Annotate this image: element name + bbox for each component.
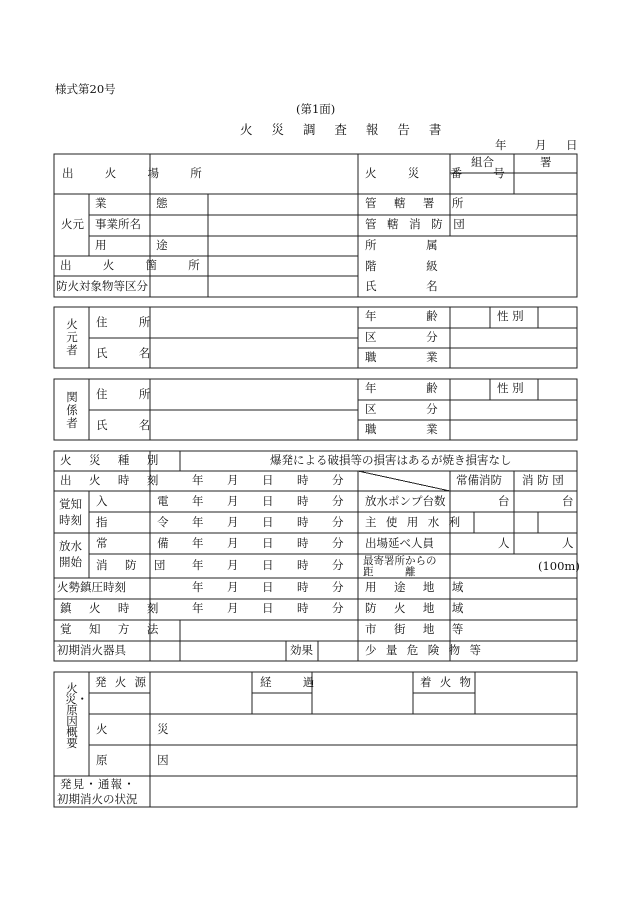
sho-label: 署 [540,155,552,169]
pump-unit-brigade: 台 [562,494,574,508]
date-day: 日 [566,138,578,152]
distance-label-1: 最寄署所からの [363,555,437,567]
usage-label: 用 途 [95,238,191,252]
hazmat-label: 少 量 危 険 物 等 [365,643,484,657]
cause-label: 原 因 [96,753,192,767]
personnel-unit-brigade: 人 [562,536,574,550]
effect-label: 効果 [290,643,313,657]
process-label: 経 過 [260,675,329,689]
suppression-time-label: 火勢鎮圧時刻 [57,580,126,594]
related-person-label: 関係者 [66,390,78,430]
fire-location-label: 出 火 場 所 [62,166,216,180]
pump-count-label: 放水ポンプ台数 [365,494,446,508]
hinomoto-address-label: 住 所 [96,315,165,329]
related-address-label: 住 所 [96,387,165,401]
hinomoto-person-label: 火元者 [66,317,78,357]
hinomoto-label: 火元 [61,217,84,231]
date-month: 月 [535,138,547,152]
incoming-call-label: 入 電 [96,494,192,508]
ignition-time-label: 出 火 時 刻 [60,473,166,487]
hinomoto-sex-label: 性 別 [497,309,524,323]
fire-number-label: 火 災 番 号 [365,166,519,180]
jurisdiction-brigade-label: 管 轄 消 防 団 [365,217,469,231]
page-indicator: (第1面) [296,102,336,116]
fire-spot-label: 出 火 箇 所 [60,258,214,272]
discovery-label-1: 発見・通報・ [60,777,136,791]
ignition-source-label: 発 火 源 [95,675,149,689]
personnel-unit-regular: 人 [498,536,510,550]
document-title: 火 災 調 査 報 告 書 [240,122,449,137]
fire-label: 火 災 [96,722,192,736]
officer-name-label: 氏 名 [365,279,461,293]
hinomoto-name-label: 氏 名 [96,346,165,360]
cause-summary-label: 火災・原因概要 [65,681,88,750]
fire-zone-label: 防 火 地 域 [365,601,471,615]
related-occupation-label: 職 業 [365,422,461,436]
fire-brigade-label: 消 防 団 [96,558,173,572]
distance-value: (100m) [538,559,580,573]
hinomoto-occupation-label: 職 業 [365,350,461,364]
detection-time-label: 覚知時刻 [59,497,82,527]
explosion-note: 爆発による破損等の損害はあるが焼き損害なし [270,453,512,467]
regular-label: 常 備 [96,536,192,550]
fire-type-label: 火 災 種 別 [60,453,166,467]
jurisdiction-station-label: 管 轄 署 所 [365,196,471,210]
first-ignited-label: 着 火 物 [420,675,474,689]
urban-zone-label: 市 街 地 等 [365,622,471,636]
initial-extinguisher-label: 初期消火器具 [57,643,126,657]
form-number: 様式第20号 [55,82,116,96]
regular-fire-header: 常備消防 [456,473,502,487]
related-category-label: 区 分 [365,402,461,416]
date-year: 年 [495,138,507,152]
object-class-label: 防火対象物等区分 [56,279,148,293]
extinguish-time-label: 鎮 火 時 刻 [60,601,166,615]
pump-unit-regular: 台 [498,494,510,508]
personnel-label: 出場延べ人員 [365,536,434,550]
affiliation-label: 所 属 [365,238,461,252]
discovery-label-2: 初期消火の状況 [57,792,138,806]
kumiai-label: 組合 [471,155,494,169]
related-name-label: 氏 名 [96,418,165,432]
business-name-label: 事業所名 [95,217,141,231]
related-sex-label: 性 別 [497,381,524,395]
related-age-label: 年 齢 [365,381,461,395]
rank-label: 階 級 [365,259,461,273]
brigade-header: 消 防 団 [522,473,564,487]
hinomoto-age-label: 年 齢 [365,309,461,323]
main-water-label: 主 使 用 水 利 [365,515,463,529]
use-zone-label: 用 途 地 域 [365,580,471,594]
detection-method-label: 覚 知 方 法 [60,622,166,636]
business-type-label: 業 態 [95,196,191,210]
distance-label-2: 距 離 [363,566,416,578]
hinomoto-category-label: 区 分 [365,330,461,344]
discharge-start-label: 放水開始 [59,539,82,569]
dispatch-order-label: 指 令 [96,515,192,529]
